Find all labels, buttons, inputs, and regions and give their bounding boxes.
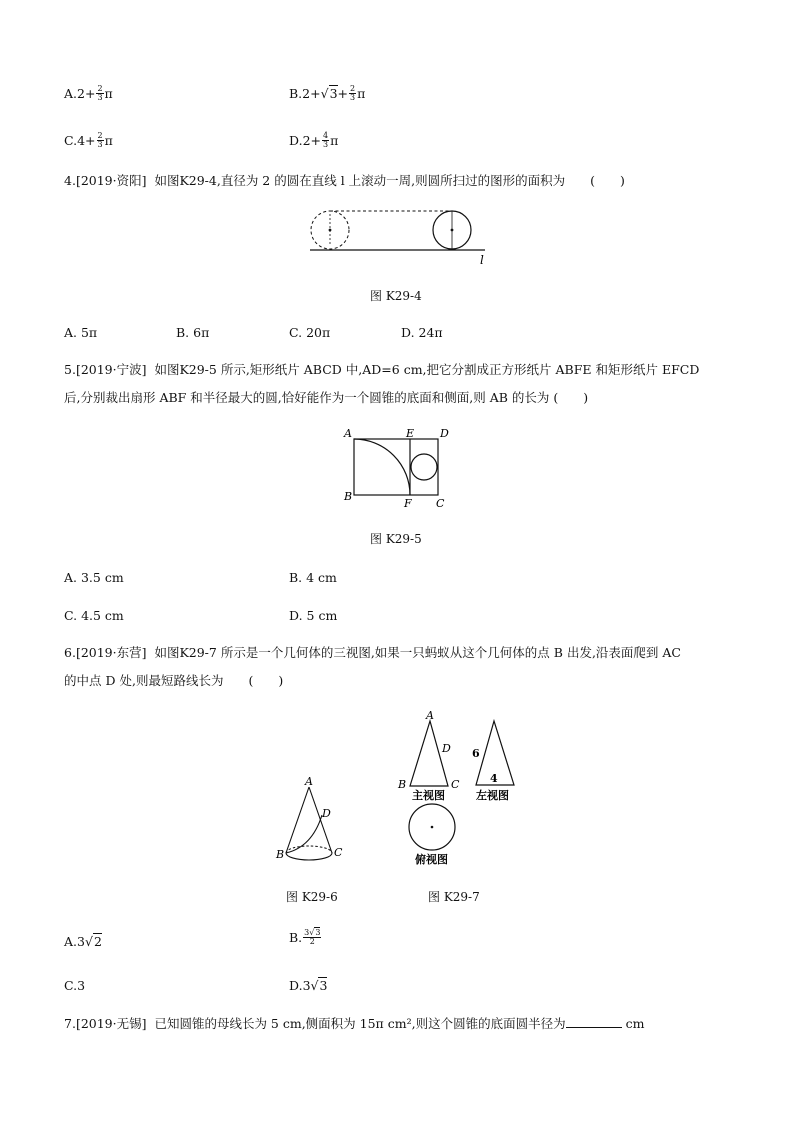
- caption-k29-5: 图 K29-5: [370, 532, 422, 546]
- q5-option-d: D. 5 cm: [289, 608, 338, 623]
- figure-k29-6-cone: [272, 775, 352, 870]
- caption-k29-4: 图 K29-4: [370, 289, 422, 303]
- svg-text:C: C: [451, 778, 460, 791]
- q4-text: 如图K29-4,直径为 2 的圆在直线 l 上滚动一周,则圆所扫过的图形的面积为 ( ): [154, 173, 625, 188]
- q6-option-a: A.3√2: [64, 934, 102, 949]
- q6-stem-line1: 6.[2019·东营] 如图K29-7 所示是一个几何体的三视图,如果一只蚂蚁从这个几何体的点 B 出发,沿表面爬到 AC: [64, 645, 681, 660]
- q4-option-d: D. 24π: [401, 325, 443, 340]
- inscribed-circle: [411, 454, 437, 480]
- q4-option-b: B. 6π: [176, 325, 210, 340]
- q5-option-b: B. 4 cm: [289, 570, 337, 585]
- left-view-name: 左视图: [476, 789, 509, 802]
- line-label: l: [480, 253, 484, 267]
- q6-option-d: D.3√3: [289, 978, 328, 993]
- shortest-path: [286, 815, 322, 853]
- svg-text:A: A: [305, 775, 313, 788]
- front-view-name: 主视图: [412, 789, 445, 802]
- svg-text:A: A: [426, 709, 434, 722]
- q5-option-c: C. 4.5 cm: [64, 608, 124, 623]
- q5-option-a: A. 3.5 cm: [64, 570, 124, 585]
- q3-option-d: D.2+ $\frac{4}{3}$ π: [289, 131, 339, 149]
- svg-text:D: D: [442, 742, 451, 755]
- svg-text:4: 4: [490, 772, 498, 785]
- q6-option-c: C.3: [64, 978, 86, 993]
- q7-number: 7.: [64, 1016, 76, 1031]
- q7-stem: 7.[2019·无锡] 已知圆锥的母线长为 5 cm,侧面积为 15π cm²,则这个圆锥的底面圆半径为 cm: [64, 1016, 645, 1031]
- svg-text:D: D: [322, 807, 331, 820]
- q3-option-b: B.2+√3+ $\frac{2}{3}$ π: [289, 84, 366, 102]
- svg-text:D: D: [440, 427, 449, 440]
- q5-stem-line2: 后,分别裁出扇形 ABF 和半径最大的圆,恰好能作为一个圆锥的底面和侧面,则 AB 的长为 ( ): [64, 390, 589, 405]
- q3-option-a: A.2+ $\frac{2}{3}$ π: [64, 84, 113, 102]
- rectangle-abcd: [354, 439, 438, 495]
- q6-stem-line2: 的中点 D 处,则最短路线长为 ( ): [64, 673, 284, 688]
- top-view: [400, 800, 470, 870]
- q6-source: [2019·东营]: [75, 645, 147, 660]
- q4-number: 4.: [64, 173, 76, 188]
- q6-number: 6.: [64, 645, 76, 660]
- svg-text:F: F: [404, 497, 412, 510]
- q3-option-c: C.4+ $\frac{2}{3}$ π: [64, 131, 113, 149]
- svg-text:6: 6: [472, 747, 480, 760]
- figure-k29-5: [340, 425, 460, 515]
- q5-number: 5.: [64, 362, 76, 377]
- sector-abf: [354, 439, 410, 495]
- front-view: [396, 708, 466, 803]
- q7-source: [2019·无锡]: [75, 1016, 147, 1031]
- q6-option-b: B. $\frac{3√3}{2}$: [289, 928, 321, 946]
- svg-text:E: E: [406, 427, 415, 440]
- svg-text:C: C: [334, 846, 343, 859]
- answer-blank[interactable]: [566, 1017, 622, 1028]
- top-view-name: 俯视图: [415, 853, 448, 866]
- left-view: [468, 715, 528, 805]
- svg-text:A: A: [344, 427, 352, 440]
- q5-source: [2019·宁波]: [75, 362, 147, 377]
- svg-text:B: B: [344, 490, 353, 503]
- q4-stem: [64, 175, 625, 188]
- q4-option-c: C. 20π: [289, 325, 331, 340]
- q5-stem-line1: 5.[2019·宁波] 如图K29-5 所示,矩形纸片 ABCD 中,AD=6 cm,把它分割成正方形纸片 ABFE 和矩形纸片 EFCD: [64, 362, 700, 377]
- svg-text:B: B: [276, 848, 285, 861]
- svg-text:C: C: [436, 497, 445, 510]
- caption-k29-7: 图 K29-7: [428, 890, 480, 904]
- q4-option-a: A. 5π: [64, 325, 98, 340]
- svg-text:B: B: [398, 778, 407, 791]
- figure-k29-4: [300, 205, 500, 267]
- caption-k29-6: 图 K29-6: [286, 890, 338, 904]
- q4-source: [2019·资阳]: [75, 173, 147, 188]
